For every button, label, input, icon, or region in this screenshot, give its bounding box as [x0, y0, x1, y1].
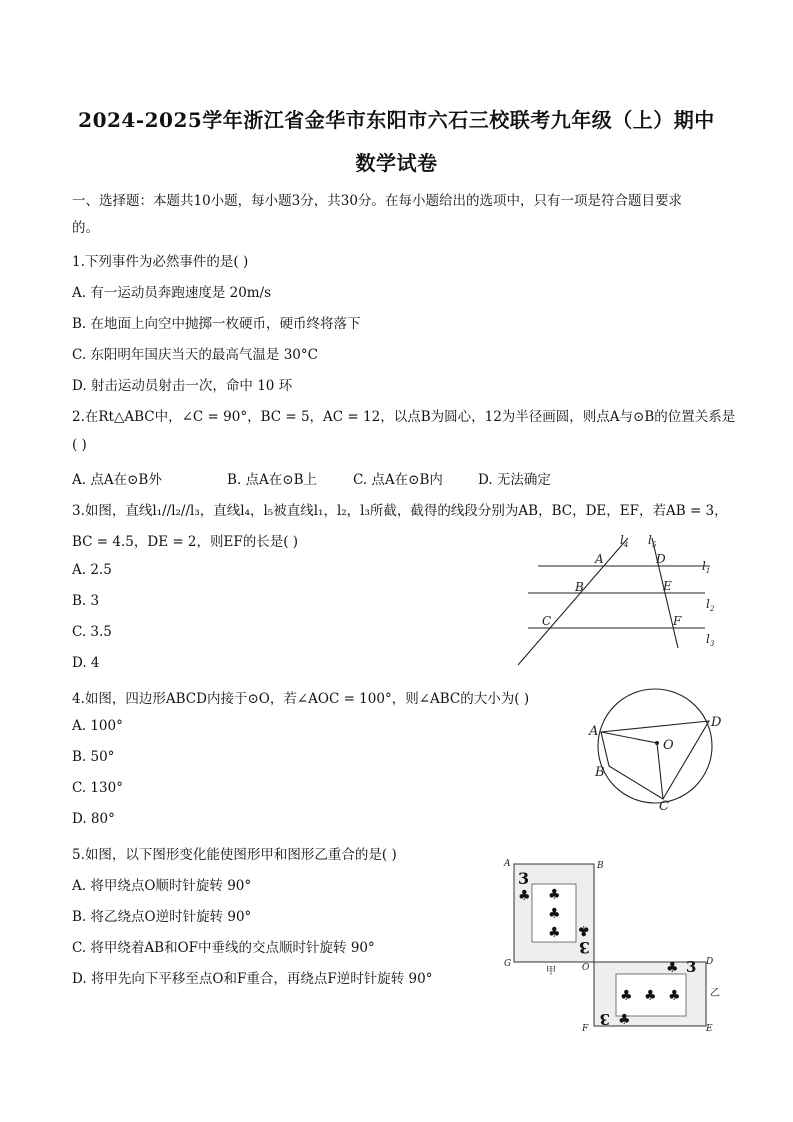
label-l2: $l_2$: [706, 597, 715, 613]
label-E: E: [706, 1024, 713, 1034]
card-jia-rank-inverted: 3: [578, 938, 590, 957]
circle-o: [598, 689, 712, 803]
label-O: O: [582, 963, 590, 973]
q1-option-d: D. 射击运动员射击一次，命中 10 环: [72, 378, 293, 394]
q2-stem-2: ( ): [72, 437, 87, 453]
label-O: O: [663, 738, 674, 753]
card-yi-rank-inverted: 3: [599, 1010, 610, 1028]
label-D: D: [656, 552, 666, 566]
card-jia-rank: 3: [518, 869, 530, 888]
label-G: G: [504, 959, 512, 969]
q5-option-c: C. 将甲绕着AB和OF中垂线的交点顺时针旋转 90°: [72, 940, 375, 956]
q5-option-a: A. 将甲绕点O顺时针旋转 90°: [72, 878, 252, 894]
q3-option-b: B. 3: [72, 593, 100, 609]
club-icon: ♣: [666, 960, 679, 976]
q4-figure: [585, 686, 725, 814]
section-instruction-1: 一、选择题：本题共10小题，每小题3分，共30分。在每小题给出的选项中，只有一项是符合题目要求: [72, 193, 682, 209]
club-icon: ♣: [618, 1012, 631, 1028]
q2-stem-1: 2.在Rt△ABC中，∠C = 90°，BC = 5，AC = 12，以点B为圆心，12为半径画圆，则点A与⊙B的位置关系是: [72, 409, 736, 425]
q4-option-c: C. 130°: [72, 780, 123, 796]
label-B: B: [595, 765, 605, 780]
q1-option-c: C. 东阳明年国庆当天的最高气温是 30°C: [72, 347, 318, 363]
label-l3: $l_3$: [706, 632, 715, 648]
card-yi-rank: 3: [686, 958, 697, 976]
q5-option-b: B. 将乙绕点O逆时针旋转 90°: [72, 909, 252, 925]
club-icon: ♣: [644, 988, 657, 1004]
title-line-2: 数学试卷: [355, 151, 438, 175]
club-icon: ♣: [577, 922, 590, 938]
label-B: B: [575, 580, 584, 594]
label-F: F: [582, 1024, 589, 1034]
club-icon: ♣: [518, 888, 531, 904]
q2-option-d: D. 无法确定: [478, 472, 551, 488]
club-icon: ♣: [548, 887, 561, 903]
q3-option-c: C. 3.5: [72, 624, 112, 640]
label-l5: $l_5$: [648, 533, 657, 549]
label-l4: $l_4$: [620, 533, 629, 549]
q4-option-a: A. 100°: [72, 718, 123, 734]
club-icon: ♣: [620, 988, 633, 1004]
q3-option-d: D. 4: [72, 655, 100, 671]
label-E: E: [663, 579, 672, 593]
q1-option-b: B. 在地面上向空中抛掷一枚硬币，硬币终将落下: [72, 316, 361, 332]
q2-option-b: B. 点A在⊙B上: [227, 472, 317, 488]
club-icon: ♣: [548, 906, 561, 922]
q4-option-d: D. 80°: [72, 811, 115, 827]
q5-option-d: D. 将甲先向下平移至点O和F重合，再绕点F逆时针旋转 90°: [72, 971, 433, 987]
q4-stem: 4.如图，四边形ABCD内接于⊙O，若∠AOC = 100°，则∠ABC的大小为( ): [72, 691, 530, 707]
segment-ao: [601, 732, 657, 743]
label-A: A: [589, 724, 599, 739]
club-icon: ♣: [668, 988, 681, 1004]
q2-option-c: C. 点A在⊙B内: [353, 472, 443, 488]
q5-stem: 5.如图，以下图形变化能使图形甲和图形乙重合的是( ): [72, 847, 397, 863]
q3-stem-1: 3.如图，直线l₁//l₂//l₃，直线l₄，l₅被直线l₁，l₂，l₃所截，截得的线段分别为AB，BC，DE，EF，若AB = 3，: [72, 503, 728, 519]
section-instruction-2: 的。: [72, 220, 99, 236]
q2-option-a: A. 点A在⊙B外: [72, 472, 162, 488]
label-D: D: [706, 957, 714, 967]
label-yi: 乙: [710, 988, 720, 999]
q3-option-a: A. 2.5: [72, 562, 112, 578]
label-A: A: [595, 552, 604, 566]
q1-option-a: A. 有一运动员奔跑速度是 20m/s: [72, 285, 272, 301]
label-jia: 甲: [546, 966, 556, 977]
q4-option-b: B. 50°: [72, 749, 115, 765]
club-icon: ♣: [548, 925, 561, 941]
q1-stem: 1.下列事件为必然事件的是( ): [72, 254, 249, 270]
label-F: F: [673, 614, 682, 628]
label-D: D: [711, 715, 722, 730]
label-C: C: [659, 799, 669, 814]
label-C: C: [542, 614, 552, 628]
q3-stem-2: BC = 4.5，DE = 2，则EF的长是( ): [72, 534, 299, 550]
label-A: A: [504, 859, 511, 869]
label-l1: $l_1$: [702, 559, 711, 575]
point-o: [655, 741, 659, 745]
quadrilateral-abcd: [601, 721, 709, 799]
label-B: B: [597, 861, 604, 871]
q5-figure: [500, 854, 725, 1036]
q3-figure: [510, 528, 720, 670]
title-line-1: 2024-2025学年浙江省金华市东阳市六石三校联考九年级（上）期中: [78, 108, 715, 132]
line-l4: [518, 538, 628, 665]
